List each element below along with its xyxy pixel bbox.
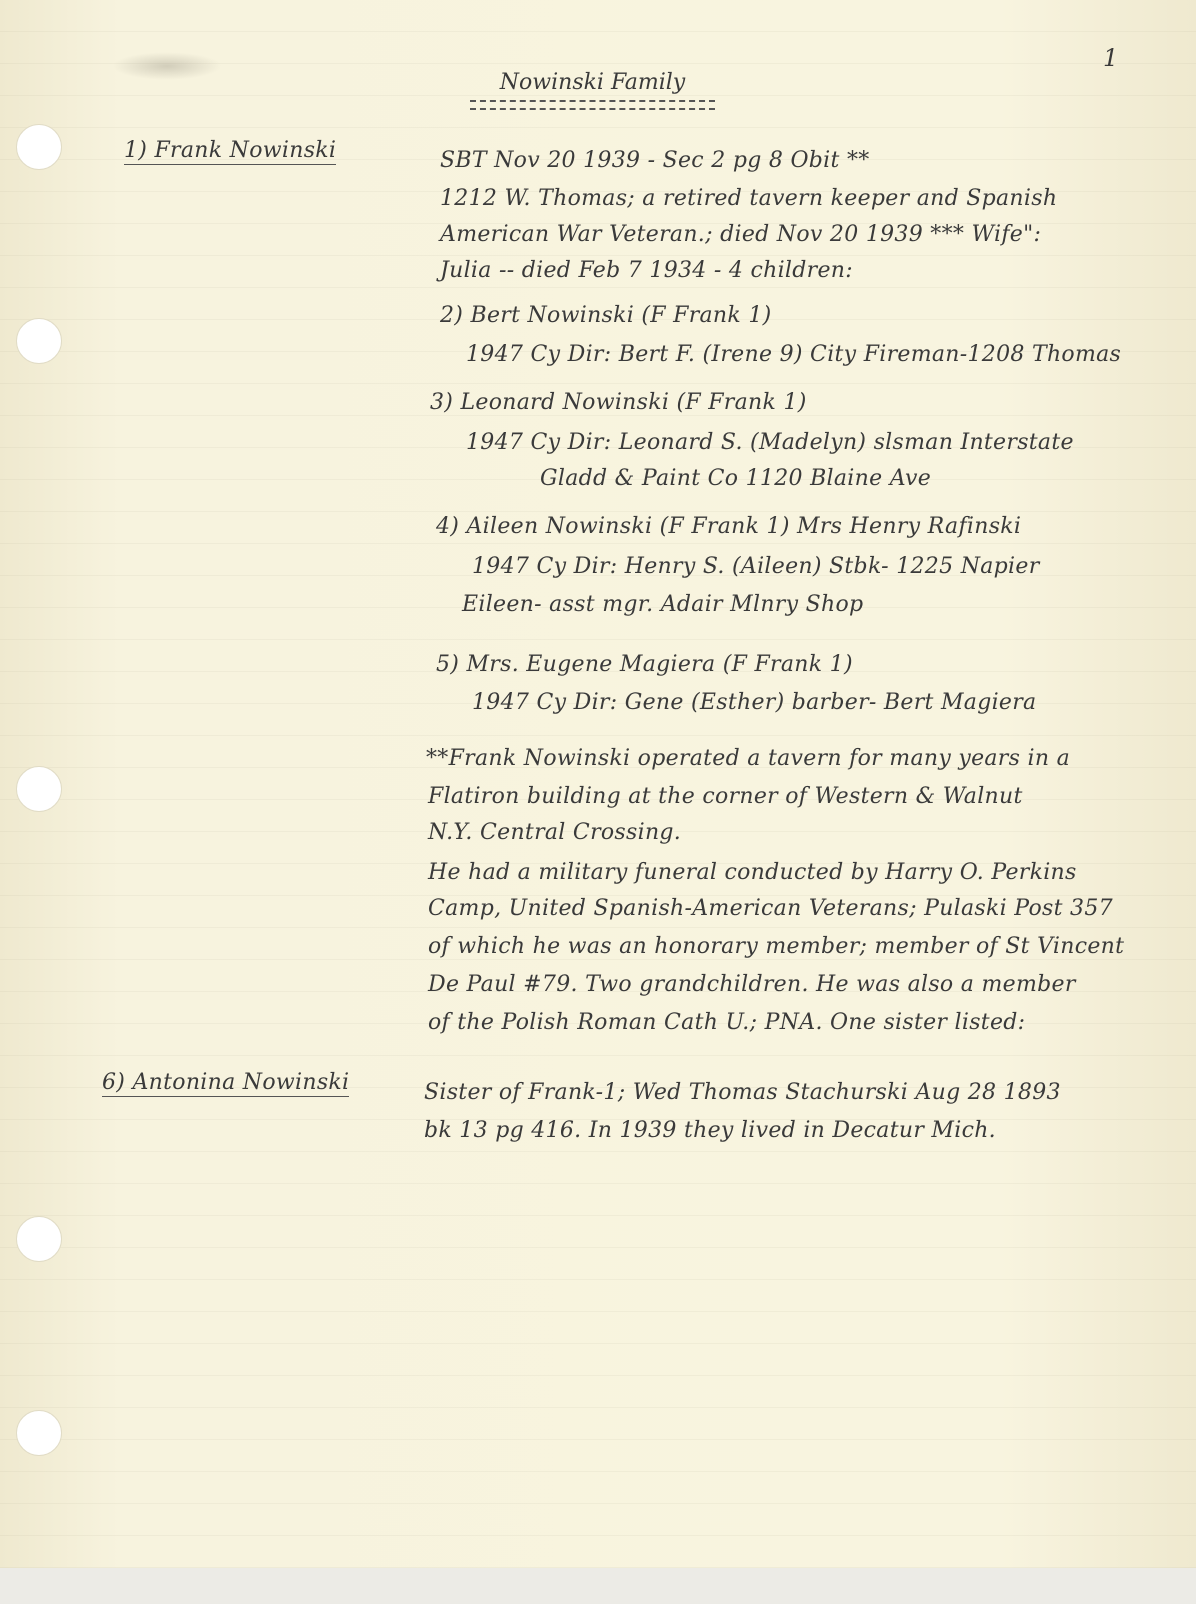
title-block <box>470 70 715 110</box>
note-line-1: **Frank Nowinski operated a tavern for many years in a <box>426 746 1071 771</box>
child-bert-line-1: 1947 Cy Dir: Bert F. (Irene 9) City Fireman-1208 Thomas <box>466 342 1122 367</box>
note-line-2: Flatiron building at the corner of Western & Walnut <box>428 784 1023 809</box>
title-double-underline <box>470 100 715 110</box>
child-heading-aileen: 4) Aileen Nowinski (F Frank 1) Mrs Henry Rafinski <box>436 514 1022 539</box>
frank-line-1: SBT Nov 20 1939 - Sec 2 pg 8 Obit ** <box>440 148 870 173</box>
punch-hole <box>16 318 62 364</box>
note-line-7: De Paul #79. Two grandchildren. He was also a member <box>428 972 1076 997</box>
note-line-5: Camp, United Spanish-American Veterans; Pulaski Post 357 <box>428 896 1113 921</box>
antonina-line-1: Sister of Frank-1; Wed Thomas Stachurski Aug 28 1893 <box>424 1080 1061 1105</box>
entry-label-frank: 1) Frank Nowinski <box>124 138 337 163</box>
note-line-6: of which he was an honorary member; member of St Vincent <box>428 934 1125 959</box>
page-number: 1 <box>1103 44 1119 72</box>
antonina-line-2: bk 13 pg 416. In 1939 they lived in Decatur Mich. <box>424 1118 996 1143</box>
page-bottom-edge <box>0 1568 1196 1604</box>
child-heading-leonard: 3) Leonard Nowinski (F Frank 1) <box>430 390 807 415</box>
child-leonard-line-2: Gladd & Paint Co 1120 Blaine Ave <box>540 466 932 491</box>
note-line-3: N.Y. Central Crossing. <box>428 820 682 845</box>
punch-hole <box>16 1216 62 1262</box>
frank-line-2: 1212 W. Thomas; a retired tavern keeper and Spanish <box>440 186 1058 211</box>
child-magiera-line-1: 1947 Cy Dir: Gene (Esther) barber- Bert Magiera <box>472 690 1037 715</box>
frank-line-3: American War Veteran.; died Nov 20 1939 *** Wife": <box>440 222 1042 247</box>
child-aileen-line-2: Eileen- asst mgr. Adair Mlnry Shop <box>462 592 864 617</box>
punch-hole <box>16 1410 62 1456</box>
frank-line-4: Julia -- died Feb 7 1934 - 4 children: <box>440 258 853 283</box>
child-heading-magiera: 5) Mrs. Eugene Magiera (F Frank 1) <box>436 652 853 677</box>
note-line-4: He had a military funeral conducted by Harry O. Perkins <box>428 860 1077 885</box>
punch-hole <box>16 124 62 170</box>
punch-hole <box>16 766 62 812</box>
child-leonard-line-1: 1947 Cy Dir: Leonard S. (Madelyn) slsman Interstate <box>466 430 1074 455</box>
ink-smudge <box>112 52 222 80</box>
child-heading-bert: 2) Bert Nowinski (F Frank 1) <box>440 303 772 328</box>
note-line-8: of the Polish Roman Cath U.; PNA. One sister listed: <box>428 1010 1026 1035</box>
page-title: Nowinski Family <box>499 70 686 95</box>
entry-label-antonina: 6) Antonina Nowinski <box>102 1070 350 1095</box>
child-aileen-line-1: 1947 Cy Dir: Henry S. (Aileen) Stbk- 1225 Napier <box>472 554 1040 579</box>
